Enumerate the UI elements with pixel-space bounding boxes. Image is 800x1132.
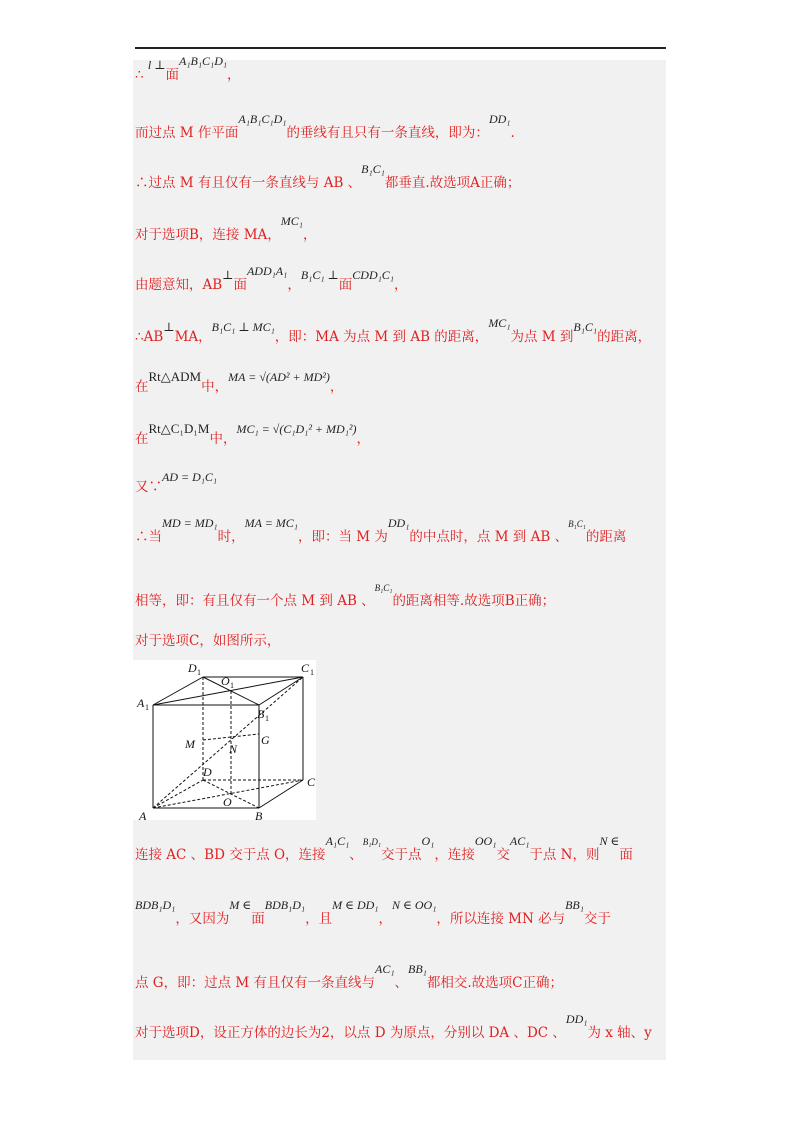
text: 交 <box>496 847 510 863</box>
text: ∴过点 M 有且仅有一条直线与 AB 、 <box>135 175 362 191</box>
line-8 <box>135 421 370 448</box>
text: ，且 <box>305 911 333 927</box>
label-O1: O <box>221 674 230 688</box>
label-A: A <box>139 809 147 820</box>
math: DD₁ <box>565 1012 588 1026</box>
math: OO₁ <box>474 834 497 848</box>
math: ⊥ <box>163 320 175 334</box>
text: 中， <box>201 379 229 395</box>
line-6 <box>135 316 652 346</box>
text: 都相交.故选项C正确； <box>426 975 563 991</box>
text: 面 <box>251 911 265 927</box>
math: B₁C₁ <box>361 162 385 176</box>
math: B₁C₁ <box>573 320 598 334</box>
label-D: D <box>203 765 212 779</box>
text: ， <box>356 431 370 447</box>
math: O₁ <box>421 834 435 848</box>
text: ， <box>393 277 408 293</box>
text: 为点 M 到 <box>510 329 574 345</box>
math: AD = D₁C₁ <box>162 470 218 484</box>
line-13 <box>135 834 633 865</box>
math: B₁C₁ ⊥ <box>300 268 339 282</box>
text: 面 <box>619 847 633 863</box>
label-sub: 1 <box>197 668 201 677</box>
label-B: B <box>255 809 263 820</box>
label-N: N <box>229 742 238 756</box>
math: MC₁ <box>280 214 303 228</box>
label-sub: 1 <box>230 681 234 690</box>
text: 中， <box>209 431 237 447</box>
line-4 <box>135 214 317 244</box>
math: M ∈ DD₁ <box>332 898 379 912</box>
text: ， <box>287 277 301 293</box>
text: ， <box>329 379 344 395</box>
line-14 <box>135 898 611 928</box>
label-O: O <box>223 795 232 809</box>
text: 的距离， <box>597 329 652 345</box>
math: AC₁ <box>374 962 395 976</box>
math: BB₁ <box>565 898 584 912</box>
text: 的中点时，点 M 到 AB 、 <box>409 529 569 545</box>
text: 交于 <box>583 911 611 927</box>
math: B₁C₁ <box>374 583 393 593</box>
math: l ⊥ <box>147 58 166 72</box>
math: BDB₁D₁ <box>264 898 306 912</box>
line-11 <box>135 583 556 611</box>
text: 都垂直.故选项A正确； <box>384 175 521 191</box>
text: 面 <box>165 67 180 83</box>
header-rule <box>135 47 666 49</box>
label-G: G <box>261 733 270 747</box>
math: AC₁ <box>509 834 530 848</box>
math: Rt△ADM <box>148 369 202 384</box>
text: ，连接 <box>434 847 475 863</box>
text: 面 <box>233 277 247 293</box>
text: 的垂线有且只有一条直线，即为： <box>286 125 489 141</box>
math: BB₁ <box>408 962 427 976</box>
line-10 <box>135 516 627 547</box>
math: A₁C₁ <box>325 834 350 848</box>
label-sub: 1 <box>145 703 149 712</box>
line-2 <box>135 112 515 142</box>
math: MA = MC₁ <box>244 516 298 530</box>
math: N ∈ OO₁ <box>391 898 437 912</box>
cube-diagram <box>133 660 316 820</box>
text: 对于选项C，如图所示， <box>135 633 281 649</box>
line-7 <box>135 369 344 396</box>
text: MA， <box>174 329 212 345</box>
math: DD₁ <box>387 516 410 530</box>
line-15 <box>135 962 563 992</box>
math: B₁C₁ <box>568 519 586 529</box>
math: DD₁ <box>488 112 511 126</box>
label-B1: B <box>257 707 265 721</box>
line-5 <box>135 264 408 294</box>
text: 对于选项B，连接 MA， <box>135 227 281 243</box>
label-C1: C <box>301 661 310 675</box>
math: MA = √(AD² + MD²) <box>228 370 330 384</box>
text: 连接 AC 、BD 交于点 O，连接 <box>135 847 326 863</box>
text: 相等，即：有且仅有一个点 M 到 AB 、 <box>135 593 375 609</box>
label-A1: A <box>137 696 145 710</box>
text: 为 x 轴、y <box>587 1025 652 1041</box>
math: B₁D₁ <box>362 837 382 847</box>
text: 时， <box>217 529 245 545</box>
math: MD = MD₁ <box>162 516 218 530</box>
line-16 <box>135 1012 652 1042</box>
math: MC₁ = √(C₁D₁² + MD₁²) <box>236 422 357 436</box>
text: 面 <box>338 277 353 293</box>
text: ，即：当 M 为 <box>297 529 388 545</box>
math: M ∈ <box>229 898 252 912</box>
label-sub: 1 <box>265 714 269 723</box>
math: A₁B₁C₁D₁ <box>238 112 287 126</box>
text: 点 G，即：过点 M 有且仅有一条直线与 <box>135 975 375 991</box>
text: 的距离 <box>585 529 627 545</box>
text: 、 <box>349 847 363 863</box>
math: MC₁ <box>488 316 511 330</box>
text: 而过点 M 作平面 <box>135 125 239 141</box>
math: Rt△C₁D₁M <box>148 421 210 436</box>
math: ⊥ <box>222 268 234 282</box>
text: ∴当 <box>135 529 162 545</box>
math: CDD₁C₁ <box>352 268 394 282</box>
text: 由题意知，AB <box>135 277 223 293</box>
text: 在 <box>135 379 149 395</box>
label-D1: D <box>188 661 197 675</box>
text: ，又因为 <box>175 911 230 927</box>
text: ， <box>227 67 241 83</box>
line-1 <box>135 54 241 84</box>
text: 交于点 <box>381 847 422 863</box>
label-C: C <box>307 775 316 789</box>
text: 对于选项D，设正方体的边长为2，以点 D 为原点，分别以 DA 、DC 、 <box>135 1025 566 1041</box>
text: ，即：MA 为点 M 到 AB 的距离， <box>274 329 489 345</box>
line-12 <box>135 632 280 650</box>
text: ， <box>378 911 392 927</box>
math: N ∈ <box>599 834 620 848</box>
label-M: M <box>185 737 195 751</box>
text: 的距离相等.故选项B正确； <box>392 593 556 609</box>
math: A₁B₁C₁D₁ <box>179 54 228 68</box>
line-3 <box>135 162 521 192</box>
text: ，所以连接 MN 必与 <box>436 911 566 927</box>
math: B₁C₁ ⊥ MC₁ <box>211 320 275 334</box>
text: 、 <box>394 975 408 991</box>
hidden-AC1 <box>153 677 303 808</box>
text: 在 <box>135 431 149 447</box>
cube-figure <box>133 660 316 820</box>
text: . <box>510 125 515 141</box>
math: ADD₁A₁ <box>246 264 288 278</box>
label-sub: 1 <box>310 668 314 677</box>
line-9 <box>135 470 218 496</box>
text: 于点 N，则 <box>529 847 600 863</box>
text: ， <box>302 227 317 243</box>
text: ∴ <box>135 67 148 83</box>
text: ∴AB <box>135 329 164 345</box>
text: 又∵ <box>135 479 162 495</box>
math: BDB₁D₁ <box>135 898 176 912</box>
